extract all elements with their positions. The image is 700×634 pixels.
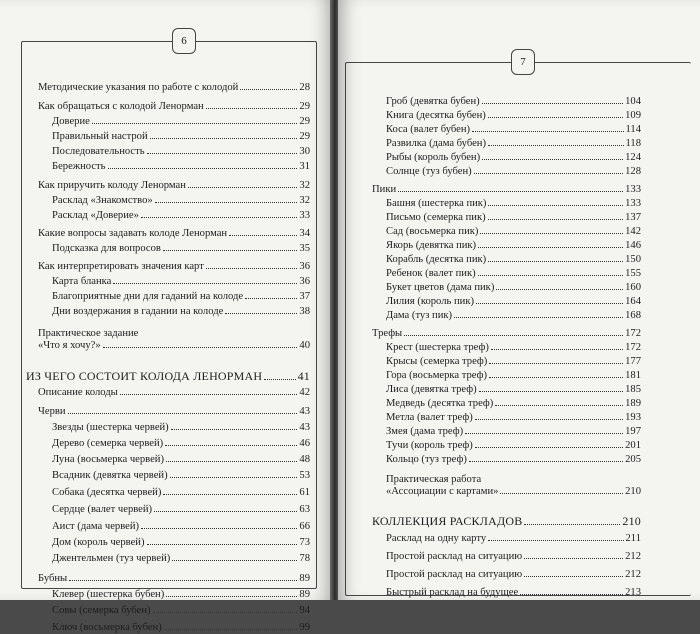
left-page [0,0,332,633]
toc-entry: Лиса (девятка треф) 185 [386,384,641,395]
toc-entry: Трефы 172 [372,328,641,339]
toc-entry: Простой расклад на ситуацию 212 [386,569,641,580]
toc-entry: Благоприятные дни для гаданий на колоде 37 [52,291,310,302]
toc-entry: Сердце (валет червей) 63 [52,504,310,515]
toc-entry: Совы (семерка бубен) 94 [52,605,310,616]
toc-entry: Всадник (девятка червей) 53 [52,470,310,481]
toc-entry: Книга (десятка бубен) 109 [386,110,641,121]
toc-entry: Описание колоды 42 [38,387,310,398]
toc-entry: Дама (туз пик) 168 [386,310,641,321]
toc-entry: Собака (десятка червей) 61 [52,487,310,498]
toc-entry: Якорь (девятка пик) 146 [386,240,641,251]
toc-entry: Лилия (король пик) 164 [386,296,641,307]
toc-entry: Коса (валет бубен) 114 [386,124,641,135]
toc-entry: Крысы (семерка треф) 177 [386,356,641,367]
toc-entry: Метла (валет треф) 193 [386,412,641,423]
toc-entry: Черви 43 [38,406,310,417]
toc-entry: Кольцо (туз треф) 205 [386,454,641,465]
toc-entry: Карта бланка 36 [52,276,310,287]
toc-entry: Ключ (восьмерка бубен) 99 [52,622,310,633]
toc-entry: Последовательность 30 [52,146,310,157]
toc-entry: Бубны 89 [38,573,310,584]
toc-entry: Как обращаться с колодой Ленорман 29 [38,101,310,112]
toc-entry: Луна (восьмерка червей) 48 [52,454,310,465]
toc-entry: Практическое задание «Что я хочу?» 40 [38,328,310,351]
toc-entry: Как приручить колоду Ленорман 32 [38,180,310,191]
toc-entry: Букет цветов (дама пик) 160 [386,282,641,293]
toc-entry: Джентельмен (туз червей) 78 [52,553,310,564]
toc-entry: Дом (король червей) 73 [52,537,310,548]
toc-entry: Доверие 29 [52,116,310,127]
toc-entry: Практическая работа «Ассоциации с картами» 210 [386,474,641,497]
toc-entry: Клевер (шестерка бубен) 89 [52,589,310,600]
toc-entry: Расклад «Доверие» 33 [52,210,310,221]
toc-entry: Подсказка для вопросов 35 [52,243,310,254]
toc-entry: Звезды (шестерка червей) 43 [52,422,310,433]
toc-entry: Простой расклад на ситуацию 212 [386,551,641,562]
toc-entry: Гроб (девятка бубен) 104 [386,96,641,107]
toc-entry: Рыбы (король бубен) 124 [386,152,641,163]
toc-section-heading: ИЗ ЧЕГО СОСТОИТ КОЛОДА ЛЕНОРМАН 41 [26,369,310,383]
toc-entry: Аист (дама червей) 66 [52,521,310,532]
toc-entry: Корабль (десятка пик) 150 [386,254,641,265]
toc-entry: Змея (дама треф) 197 [386,426,641,437]
toc-entry: Солнце (туз бубен) 128 [386,166,641,177]
toc-section-heading: КОЛЛЕКЦИЯ РАСКЛАДОВ 210 [372,514,641,528]
right-page [338,0,700,600]
toc-entry: Сад (восьмерка пик) 142 [386,226,641,237]
toc-entry: Как интерпретировать значения карт 36 [38,261,310,272]
toc-entry: Расклад на одну карту 211 [386,533,641,544]
toc-entry: Расклад «Знакомство» 32 [52,195,310,206]
toc-entry: Гора (восьмерка треф) 181 [386,370,641,381]
toc-entry: Дерево (семерка червей) 46 [52,438,310,449]
toc-entry: Письмо (семерка пик) 137 [386,212,641,223]
toc-entry: Методические указания по работе с колодой 28 [38,82,310,93]
toc-entry: Пики 133 [372,184,641,195]
toc-entry: Тучи (король треф) 201 [386,440,641,451]
toc-entry: Какие вопросы задавать колоде Ленорман 34 [38,228,310,239]
toc-entry: Быстрый расклад на будущее 213 [386,587,641,598]
toc-entry: Медведь (десятка треф) 189 [386,398,641,409]
toc-entry: Развилка (дама бубен) 118 [386,138,641,149]
right-page-number: 7 [511,49,535,75]
toc-entry: Ребенок (валет пик) 155 [386,268,641,279]
toc-entry: Башня (шестерка пик) 133 [386,198,641,209]
toc-entry: Крест (шестерка треф) 172 [386,342,641,353]
toc-entry: Бережность 31 [52,161,310,172]
left-page-number: 6 [172,28,196,54]
toc-entry: Правильный настрой 29 [52,131,310,142]
toc-entry: Дни воздержания в гадании на колоде 38 [52,306,310,317]
